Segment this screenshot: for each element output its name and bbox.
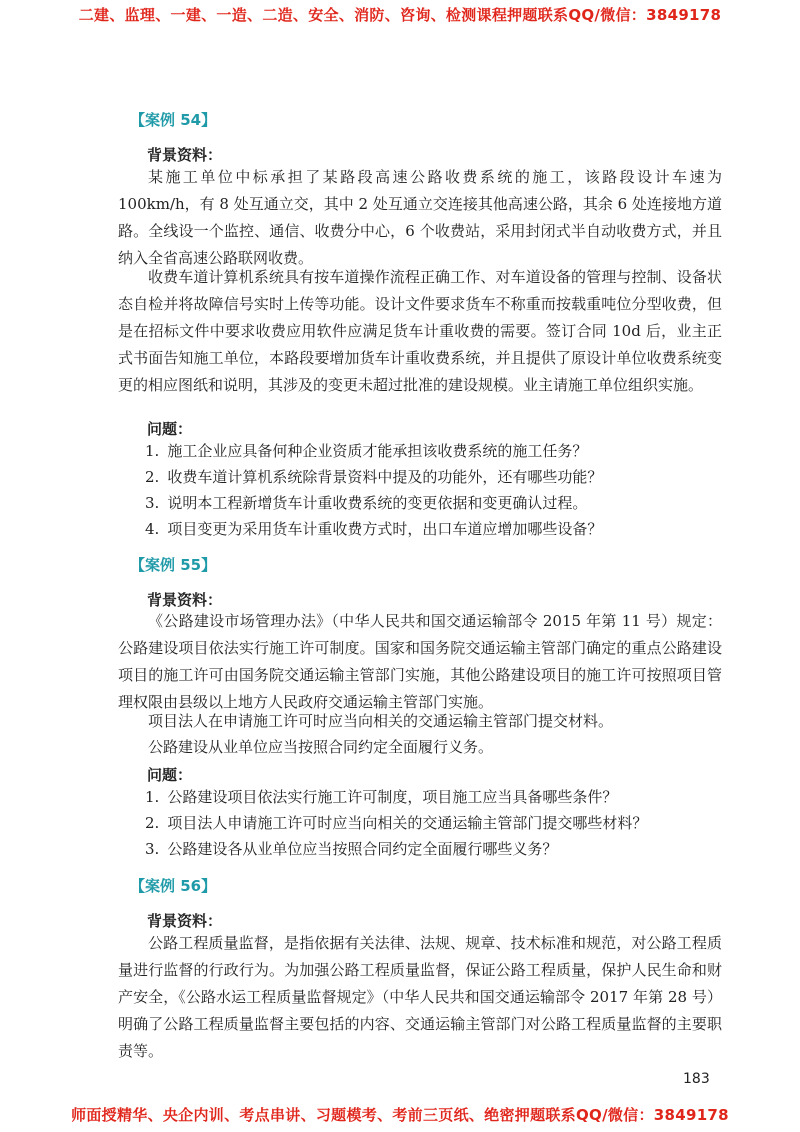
case-55-question: 2. 项目法人申请施工许可时应当向相关的交通运输主管部门提交哪些材料？ [145,814,648,832]
case-54-question: 4. 项目变更为采用货车计重收费方式时，出口车道应增加哪些设备？ [145,520,603,538]
case-54-paragraph-1: 某施工单位中标承担了某路段高速公路收费系统的施工，该路段设计车速为100km/h，有 8 处互通立交，其中 2 处互通立交连接其他高速公路，其余 6 处连接地方道路。全线设一个监控、通信、收费分中心，6 个收费站，采用封闭式半自动收费方式，并且纳入全省高速公路联网收费。 [118,168,722,267]
case-56-title: 【案例 56】 [130,877,217,895]
bottom-banner: 师面授精华、央企内训、考点串讲、习题模考、考前三页纸、绝密押题联系QQ/微信：3849178 [71,1106,729,1124]
case-55-question: 3. 公路建设各从业单位应当按照合同约定全面履行哪些义务？ [145,840,558,858]
case-54-title: 【案例 54】 [130,111,217,129]
case-55-title: 【案例 55】 [130,556,217,574]
case-54-question: 1. 施工企业应具备何种企业资质才能承担该收费系统的施工任务？ [145,442,588,460]
case-54-paragraph-2: 收费车道计算机系统具有按车道操作流程正确工作、对车道设备的管理与控制、设备状态自检并将故障信号实时上传等功能。设计文件要求货车不称重而按载重吨位分型收费，但是在招标文件中要求收费应用软件应满足货车计重收费的需要。签订合同 10d 后，业主正式书面告知施工单位，本路段要增加货车计重收费系统，并且提供了原设计单位收费系统变更的相应图纸和说明，其涉及的变更未超过批准的建设规模。业主请施工单位组织实施。 [118,268,722,394]
case-55-paragraph-2: 项目法人在申请施工许可时应当向相关的交通运输主管部门提交材料。 [148,712,614,730]
case-54-background-label: 背景资料： [147,146,223,164]
case-54-questions-label: 问题： [147,420,193,438]
page-number: 183 [683,1071,710,1087]
case-56-paragraph-1: 公路工程质量监督，是指依据有关法律、法规、规章、技术标准和规范，对公路工程质量进行监督的行政行为。为加强公路工程质量监督，保证公路工程质量，保护人民生命和财产安全，《公路水运工程质量监督规定》（中华人民共和国交通运输部令 2017 年第 28 号）明确了公路工程质量监督主要包括的内容、交通运输主管部门对公路工程质量监督的主要职责等。 [118,934,722,1060]
case-55-paragraph-3: 公路建设从业单位应当按照合同约定全面履行义务。 [148,738,494,756]
case-55-question: 1. 公路建设项目依法实行施工许可制度，项目施工应当具备哪些条件？ [145,788,618,806]
case-55-paragraph-1: 《公路建设市场管理办法》（中华人民共和国交通运输部令 2015 年第 11 号）规定：公路建设项目依法实行施工许可制度。国家和国务院交通运输主管部门确定的重点公路建设项目的施工许可由国务院交通运输主管部门实施，其他公路建设项目的施工许可按照项目管理权限由县级以上地方人民政府交通运输主管部门实施。 [118,612,722,711]
case-55-background-label: 背景资料： [147,591,223,609]
case-56-background-label: 背景资料： [147,912,223,930]
case-55-questions-label: 问题： [147,766,193,784]
case-54-question: 2. 收费车道计算机系统除背景资料中提及的功能外，还有哪些功能？ [145,468,603,486]
top-banner: 二建、监理、一建、一造、二造、安全、消防、咨询、检测课程押题联系QQ/微信：3849178 [78,6,722,24]
case-54-question: 3. 说明本工程新增货车计重收费系统的变更依据和变更确认过程。 [145,494,588,512]
